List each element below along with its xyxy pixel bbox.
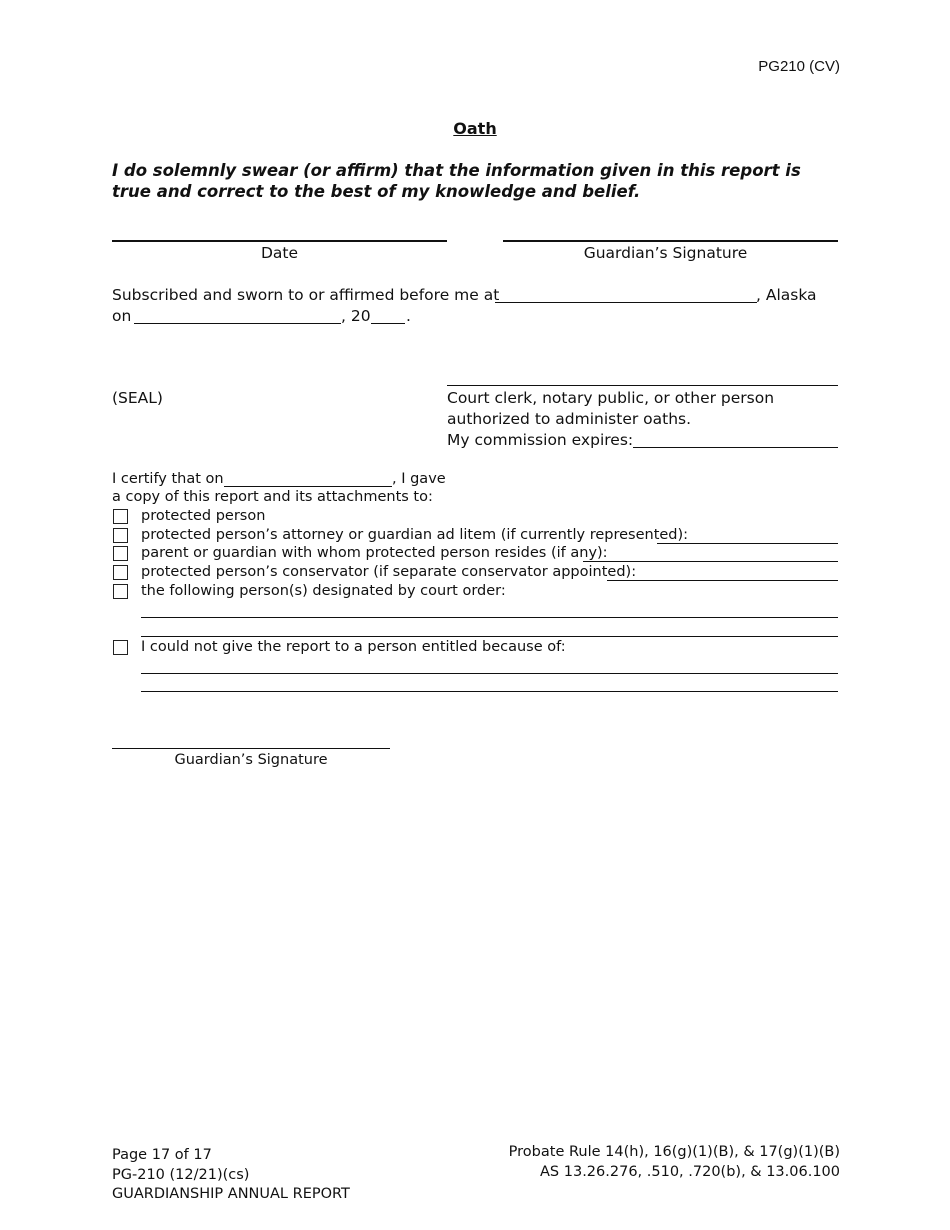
commission-label: My commission expires: <box>447 431 634 449</box>
page-title: Oath <box>453 119 497 138</box>
option-protected-person: protected person <box>141 508 266 524</box>
certify-date-field[interactable] <box>224 486 392 487</box>
court-order-field-2[interactable] <box>141 636 838 637</box>
seal-label: (SEAL) <box>112 389 163 407</box>
conservator-field[interactable] <box>607 580 838 581</box>
year-prefix: , 20 <box>341 307 371 325</box>
bottom-signature-label: Guardian’s Signature <box>174 752 328 768</box>
option-parent-guardian: parent or guardian with whom protected person resides (if any): <box>141 545 608 561</box>
certify-suffix: , I gave <box>392 471 446 487</box>
checkbox-court-order[interactable] <box>113 584 128 599</box>
officer-title-line1: Court clerk, notary public, or other person <box>447 389 775 407</box>
date-label: Date <box>260 244 299 262</box>
option-court-order: the following person(s) designated by court order: <box>141 583 506 599</box>
location-field[interactable] <box>495 302 757 303</box>
checkbox-parent-guardian[interactable] <box>113 546 128 561</box>
footer-left <box>112 1146 350 1205</box>
option-conservator: protected person’s conservator (if separate conservator appointed): <box>141 564 637 580</box>
guardian-signature-line[interactable] <box>503 240 838 242</box>
subscribed-suffix: , Alaska <box>756 286 817 304</box>
could-not-give-label: I could not give the report to a person entitled because of: <box>141 639 566 655</box>
checkbox-attorney-gal[interactable] <box>113 528 128 543</box>
on-label: on <box>112 307 132 325</box>
checkbox-could-not-give[interactable] <box>113 640 128 655</box>
checkbox-protected-person[interactable] <box>113 509 128 524</box>
certify-prefix: I certify that on <box>112 471 224 487</box>
date-line[interactable] <box>112 240 447 242</box>
certify-line2: a copy of this report and its attachments to: <box>112 489 433 505</box>
footer-page: Page 17 of 17 <box>112 1147 212 1163</box>
parent-guardian-field[interactable] <box>583 561 838 562</box>
form-code: PG210 (CV) <box>758 58 840 75</box>
year-field[interactable] <box>371 323 405 324</box>
footer-right <box>509 1143 840 1182</box>
bottom-signature-line[interactable] <box>112 748 390 749</box>
footer-form-name: GUARDIANSHIP ANNUAL REPORT <box>112 1186 350 1202</box>
sworn-date-field[interactable] <box>134 323 341 324</box>
court-order-field-1[interactable] <box>141 617 838 618</box>
attorney-gal-field[interactable] <box>657 543 838 544</box>
footer-form-id: PG-210 (12/21)(cs) <box>112 1166 250 1183</box>
guardian-signature-label: Guardian’s Signature <box>583 244 748 262</box>
subscribed-prefix: Subscribed and sworn to or affirmed before me at <box>112 286 500 304</box>
year-period: . <box>406 307 411 325</box>
commission-expiry-field[interactable] <box>633 447 838 448</box>
oath-statement: I do solemnly swear (or affirm) that the information given in this report is true and correct to the best of my knowledge and belief. <box>112 161 801 201</box>
checkbox-conservator[interactable] <box>113 565 128 580</box>
officer-signature-line[interactable] <box>447 385 838 386</box>
footer-rule-ref: Probate Rule 14(h), 16(g)(1)(B), & 17(g)(1)(B) <box>508 1144 840 1160</box>
reason-field-1[interactable] <box>141 673 838 674</box>
footer-statute-ref: AS 13.26.276, .510, .720(b), & 13.06.100 <box>540 1163 840 1180</box>
reason-field-2[interactable] <box>141 691 838 692</box>
option-attorney-gal: protected person’s attorney or guardian ad litem (if currently represented): <box>141 527 689 543</box>
officer-title-line2: authorized to administer oaths. <box>447 410 692 428</box>
